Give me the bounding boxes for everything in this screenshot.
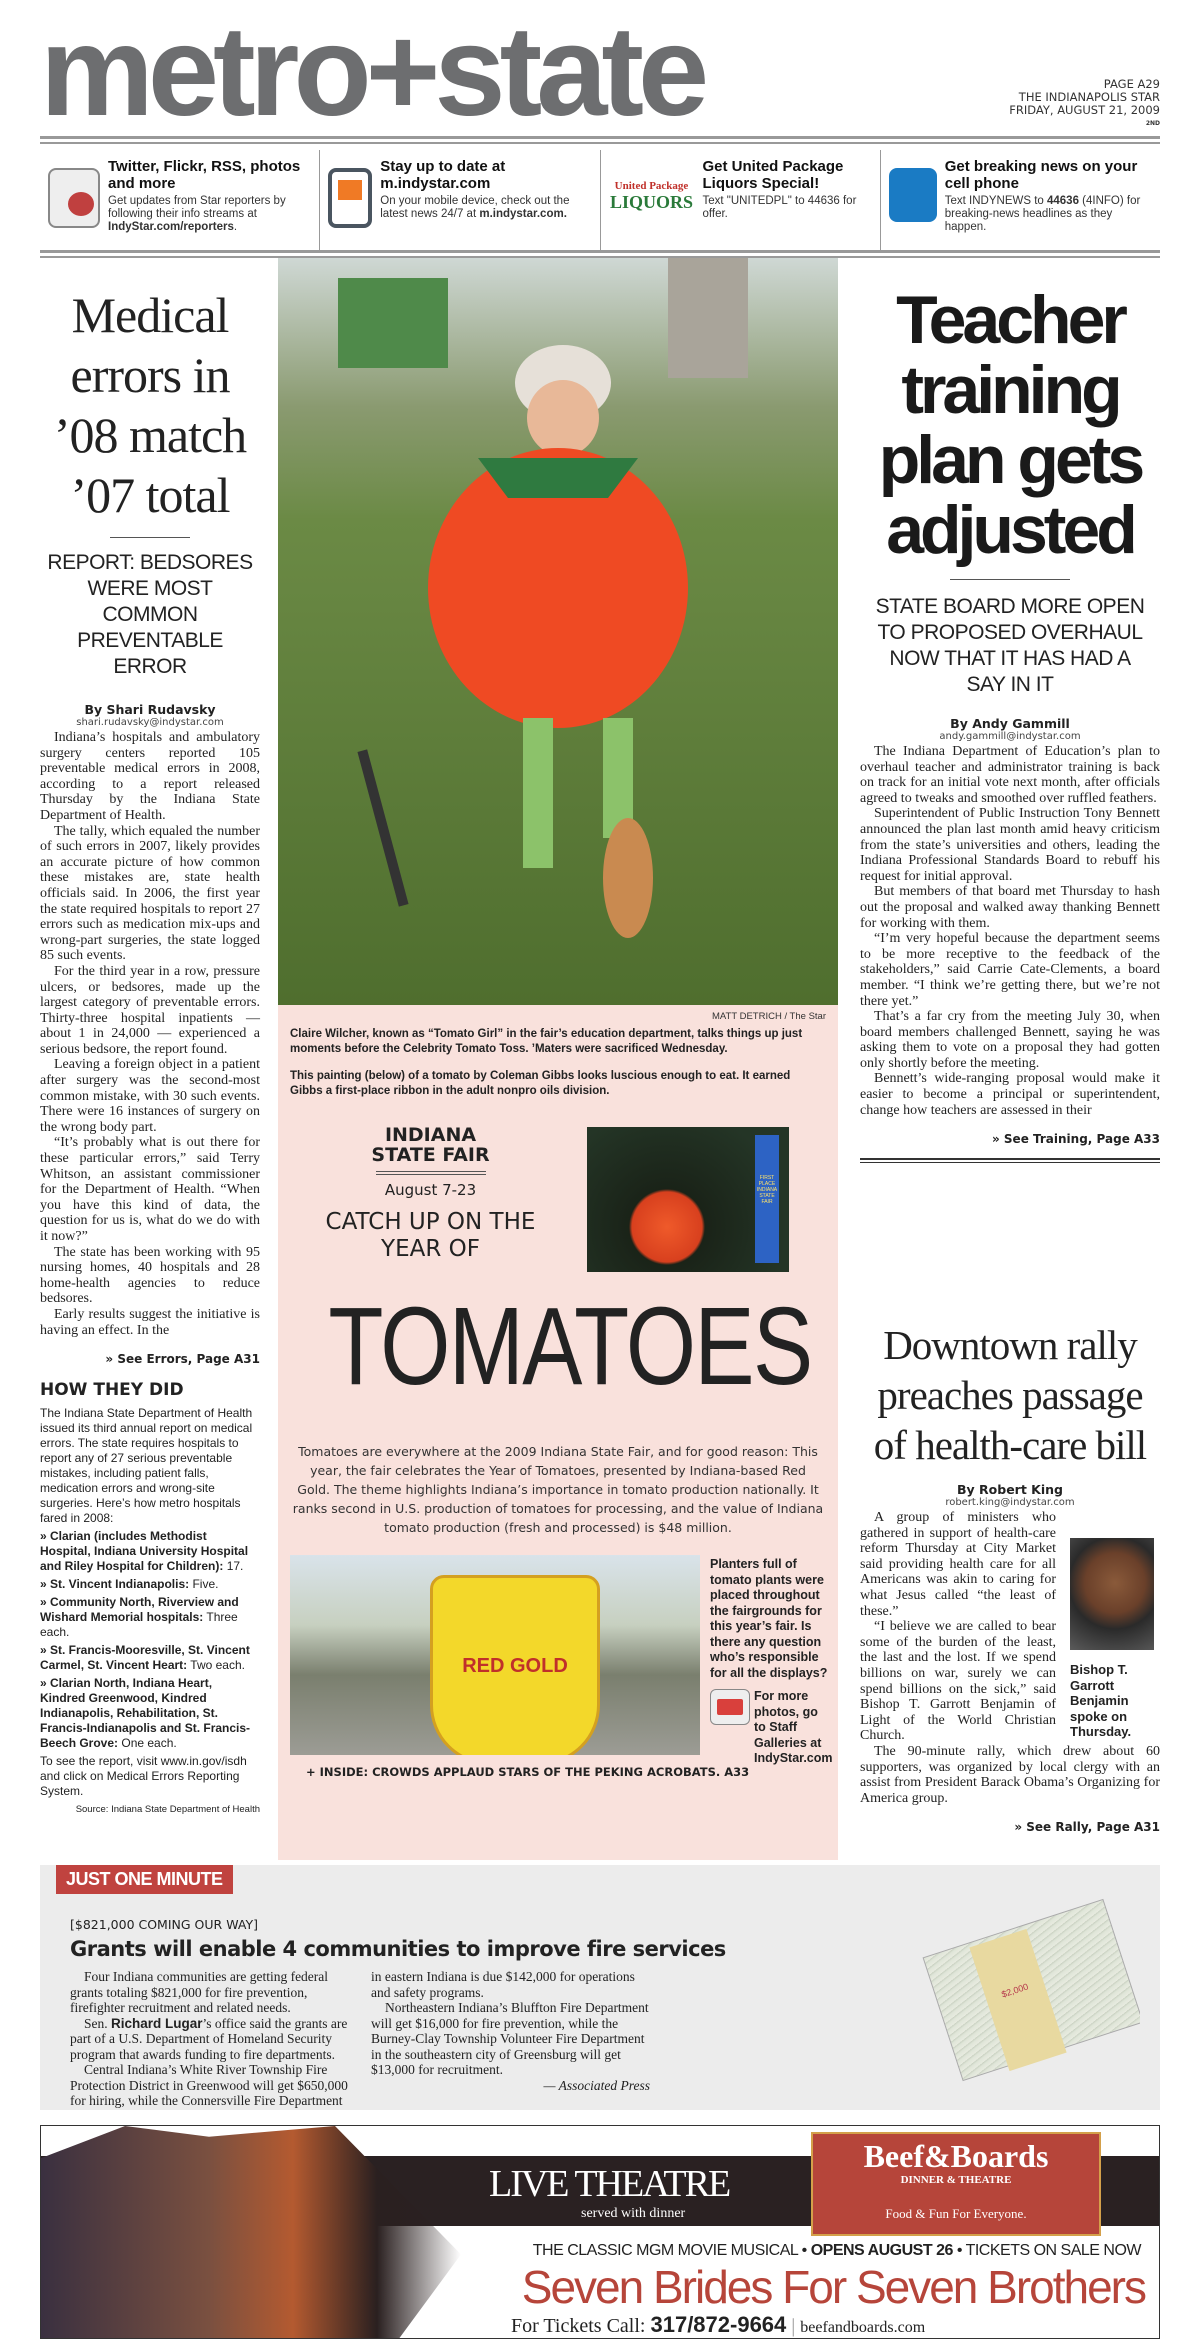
planter-photo[interactable]	[290, 1555, 700, 1755]
promo-text: On your mobile device, check out the latest news 24/7 at	[380, 195, 570, 220]
served-with-dinner: served with dinner	[581, 2206, 686, 2221]
promo-title: Get breaking news on your cell phone	[944, 158, 1138, 192]
issue-date: FRIDAY, AUGUST 21, 2009	[1009, 103, 1160, 117]
logo-text: United Package	[614, 180, 689, 192]
paragraph: The state has been working with 95 nursing homes, 40 hospitals and 28 home-health agencies to reduce bedsores.	[40, 1244, 260, 1307]
bishop-photo-block	[1070, 1538, 1160, 1740]
first-place-ribbon: FIRST PLACE INDIANA STATE FAIR	[755, 1135, 779, 1263]
headline[interactable]: Teacher training plan gets adjusted	[878, 282, 1142, 568]
paragraph: The Indiana Department of Education’s plan to overhaul teacher and administrator training is back on track for an initial vote next month, after officials agreed to tweaks and smoothed over ruffled feathers.	[860, 744, 1160, 806]
paragraph: Four Indiana communities are getting federal grants totaling $821,000 for fire prevention, firefighter recruitment and related needs.	[70, 1969, 329, 2015]
photo-caption: Bishop T. Garrott Benjamin spoke on Thursday.	[1070, 1662, 1132, 1739]
promo-liquors[interactable]	[601, 150, 881, 250]
website-link[interactable]: beefandboards.com	[800, 2319, 926, 2336]
author-email[interactable]: shari.rudavsky@indystar.com	[76, 717, 224, 728]
divider	[40, 250, 1160, 258]
hospital-item: » Community North, Riverview and Wishard Memorial hospitals: Three each.	[40, 1595, 239, 1640]
byline: By Shari Rudavsky	[84, 702, 216, 717]
wire-credit: — Associated Press	[543, 2077, 650, 2093]
tomato-painting[interactable]	[587, 1127, 789, 1272]
bishop-photo[interactable]	[1070, 1538, 1154, 1650]
divider	[40, 136, 1160, 144]
fair-logo	[298, 1125, 563, 1263]
beef-and-boards-ad[interactable]	[40, 2125, 1160, 2339]
paragraph: “I’m very hopeful because the department seems to be more receptive to the feedback of the stakeholders,” said Carrie Cate-Clements, a board member. “I think we’re getting there, but we’re not there yet.”	[860, 931, 1160, 1009]
hospital-item: » Clarian North, Indiana Heart, Kindred Greenwood, Kindred Indianapolis, Rehabilitation, St. Francis-Indianapolis and St. Francis-Beech Grove: One each.	[40, 1676, 251, 1751]
promo-link[interactable]: IndyStar.com/reporters	[108, 221, 234, 233]
logo-text: LIQUORS	[609, 192, 694, 212]
ad-info-line: THE CLASSIC MGM MOVIE MUSICAL • OPENS AUGUST 26 • TICKETS ON SALE NOW	[532, 2242, 1141, 2259]
author-email[interactable]: robert.king@indystar.com	[945, 1497, 1075, 1508]
photo-credit: MATT DETRICH / The Star	[711, 1011, 826, 1022]
paragraph: A group of ministers who gathered in support of health-care reform Thursday at City Market said providing health care for all Americans was akin to caring for what Jesus called “the least of these.”	[860, 1510, 1056, 1619]
call-label: For Tickets Call:	[511, 2315, 646, 2337]
source-credit: Source: Indiana State Department of Health	[75, 1804, 260, 1816]
promo-breaking-news[interactable]	[881, 150, 1160, 250]
jump-link[interactable]: » See Errors, Page A31	[105, 1352, 260, 1367]
paragraph: That’s a far cry from the meeting July 30, when board members challenged Bennett, saying he was asking them to vote on a proposal they had gotten only shortly before the meeting.	[860, 1009, 1160, 1071]
byline: By Robert King	[957, 1482, 1063, 1497]
promo-title: Stay up to date at m.indystar.com	[380, 158, 506, 192]
edition: 2ND	[1145, 120, 1160, 127]
paragraph: “I believe we are called to bear some of the burden of the least, the last and the lost. If we spend billions on war, surely we can spend billions on the sick,” said Bishop T. Garrott Benjamin of Light of the World Christian Church.	[860, 1619, 1056, 1744]
story-downtown-rally	[860, 1320, 1160, 1834]
feature-headline: TOMATOES	[328, 1285, 812, 1408]
jump-link[interactable]: » See Training, Page A33	[991, 1132, 1160, 1147]
tomatoes-feature-panel	[278, 1005, 838, 1860]
cell-phone-icon	[889, 168, 937, 222]
more-photos-link[interactable]	[710, 1689, 833, 1767]
paragraph: Superintendent of Public Instruction Tony Bennett announced the plan last month amid heavy criticism from the state’s universities and others, leading the Indiana Professional Standards Board to rebuff his request for initial approval.	[860, 806, 1160, 884]
hospital-item: » St. Vincent Indianapolis: Five.	[40, 1577, 219, 1592]
subhead: REPORT: BEDSORES WERE MOST COMMON PREVENTABLE ERROR	[47, 551, 253, 678]
paragraph: Central Indiana’s White River Township Fire Protection District in Greenwood will get $650,000 for hiring, while the Connersville Fire Department in eastern Indiana is due $142,000 for operations and safety programs.	[70, 1969, 635, 2108]
paragraph: Early results suggest the initiative is having an effect. In the	[40, 1306, 260, 1338]
money-photo	[908, 1885, 1140, 2105]
folio	[1009, 78, 1160, 130]
promo-link: 44636	[1047, 195, 1079, 207]
promo-text: Get updates from Star reporters by following their info streams at	[108, 195, 286, 220]
author-email[interactable]: andy.gammill@indystar.com	[939, 731, 1081, 742]
photos-link-text[interactable]: For more photos, go to Staff Galleries at IndyStar.com	[754, 1689, 833, 1765]
inside-teaser[interactable]: + INSIDE: CROWDS APPLAUD STARS OF THE PEKING ACROBATS. A33	[306, 1765, 750, 1779]
paragraph: The tally, which equaled the number of such errors in 2007, likely provides an accurate picture of how common these mistakes are, state health officials said. In 2006, the first year the state required hospitals to report 27 errors such as medication mix-ups and wrong-part surgeries, the state logged 85 such events.	[40, 823, 260, 964]
promo-social[interactable]	[40, 150, 320, 250]
promo-text: (4INFO) for breaking-news headlines as they happen.	[944, 195, 1141, 233]
paper-name: THE INDIANAPOLIS STAR	[1018, 90, 1160, 104]
phone-number[interactable]: 317/872-9664	[650, 2312, 787, 2337]
story-body	[860, 1510, 1160, 1806]
sidebar-title: HOW THEY DID	[40, 1380, 184, 1401]
how-they-did-box	[40, 1406, 260, 1817]
united-package-liquors-logo	[609, 180, 695, 242]
hospital-item: » Clarian (includes Methodist Hospital, Indiana University Hospital and Riley Hospital for Children): 17.	[40, 1529, 249, 1574]
ad-contact: For Tickets Call: 317/872-9664 | beefandboards.com	[511, 2312, 926, 2337]
promo-text: .	[233, 221, 238, 233]
mobile-device-icon	[328, 168, 372, 228]
story-medical-errors	[40, 285, 260, 1817]
promo-text: Text INDYNEWS to	[944, 195, 1047, 207]
fair-name: INDIANA STATE FAIR	[371, 1124, 490, 1166]
page-number: PAGE A29	[1103, 77, 1160, 91]
promo-mobile[interactable]	[320, 150, 600, 250]
show-title: Seven Brides For Seven Brothers	[521, 2261, 1145, 2313]
kicker: CATCH UP ON THE YEAR OF	[325, 1209, 536, 1262]
live-theatre-title: LIVE THEATRE	[489, 2163, 730, 2205]
photo-caption: Claire Wilcher, known as “Tomato Girl” in the fair’s education department, talks things up just moments before the Celebrity Tomato Toss. ’Maters were sacrificed Wednesday.	[290, 1028, 803, 1055]
paragraph: The 90-minute rally, which drew about 60 supporters, was organized by local clergy with an assist from President Barack Obama’s Organizing for America group.	[860, 1743, 1160, 1806]
byline: By Andy Gammill	[950, 716, 1070, 731]
promo-link[interactable]: m.indystar.com.	[479, 208, 567, 220]
story-body	[40, 730, 260, 1338]
feature-body: Tomatoes are everywhere at the 2009 Indiana State Fair, and for good reason: This year, the fair celebrates the Year of Tomatoes, presented by Indiana-based Red Gold. The theme highlights Indiana’s importance in tomato production nationally. It ranks second in U.S. production of tomatoes for processing, and the value of Indiana tomato production (fresh and processed) is $48 million.	[292, 1444, 824, 1535]
promo-text: Text "UNITEDPL" to 44636 for offer.	[702, 195, 857, 220]
sidebar-outro: To see the report, visit www.in.gov/isdh and click on Medical Errors Reporting System.	[40, 1754, 247, 1799]
planter-caption	[710, 1557, 833, 1767]
brand-name: Beef&Boards	[863, 2138, 1049, 2174]
story-teacher-training	[860, 282, 1160, 1163]
hospital-item: » St. Francis-Mooresville, St. Vincent Carmel, St. Vincent Heart: Two each.	[40, 1643, 250, 1673]
paragraph: Northeastern Indiana’s Bluffton Fire Department will get $16,000 for fire prevention, while the Burney-Clay Township Volunteer Fire Department in the southeastern city of Greensburg will get $13,000 for recruitment.	[371, 2000, 649, 2077]
fair-dates: August 7-23	[384, 1181, 477, 1199]
story-body	[70, 1969, 650, 2109]
divider	[110, 537, 190, 538]
paragraph: Bennett’s wide-ranging proposal would make it easier to become a principal or superintendent, change how teachers are assessed in their	[860, 1071, 1160, 1118]
tomato-girl-photo[interactable]	[278, 258, 838, 1005]
sidebar-intro: The Indiana State Department of Health issued its third annual report on medical errors. The state requires hospitals to report any of 27 serious preventable mistakes, including patient falls, medication errors and wrong-site surgeries. Here’s how metro hospitals fared in 2008:	[40, 1406, 253, 1526]
paragraph: “It’s probably what is out there for these particular errors,” said Terry Whitson, an assistant commissioner for the Department of Health. “When you have this kind of data, the question for us is, what do we do with it now?”	[40, 1135, 260, 1244]
section-label: JUST ONE MINUTE	[56, 1865, 233, 1894]
just-one-minute	[40, 1865, 1160, 2110]
kicker: [$821,000 COMING OUR WAY]	[70, 1917, 258, 1932]
speech-bubbles-icon	[48, 168, 100, 228]
paragraph: Sen. Richard Lugar’s office said the grants are part of a U.S. Department of Homeland Security program that awards funding to fire departments.	[70, 2015, 348, 2062]
headline[interactable]: Downtown rally preaches passage of health-care bill	[873, 1322, 1147, 1468]
paragraph: But members of that board met Thursday to hash out the proposal and walked away thanking Bennett for working with them.	[860, 884, 1160, 931]
beef-and-boards-logo	[811, 2132, 1101, 2236]
camera-icon	[710, 1689, 750, 1725]
promo-title: Twitter, Flickr, RSS, photos and more	[108, 158, 301, 192]
paragraph: Indiana’s hospitals and ambulatory surgery centers reported 105 preventable medical errors in 2008, according to a report released Thursday by the Indiana State Department of Health.	[40, 730, 260, 823]
tagline: Food & Fun For Everyone.	[885, 2206, 1027, 2221]
headline[interactable]: Grants will enable 4 communities to improve fire services	[70, 1937, 726, 1961]
paragraph: Leaving a foreign object in a patient after surgery was the second-most common mistake, with 30 such events. There were 16 instances of surgery on the wrong body part.	[40, 1057, 260, 1135]
promo-title: Get United Package Liquors Special!	[702, 158, 844, 192]
photo-image	[278, 258, 838, 1005]
brand-sub: DINNER & THEATRE	[900, 2174, 1012, 2186]
headline[interactable]: Medical errors in ’08 match ’07 total	[53, 287, 247, 523]
painting-caption: This painting (below) of a tomato by Coleman Gibbs looks luscious enough to eat. It earned Gibbs a first-place ribbon in the adult nonpro oils division.	[290, 1070, 791, 1097]
subhead: STATE BOARD MORE OPEN TO PROPOSED OVERHAUL NOW THAT IT HAS HAD A SAY IN IT	[875, 595, 1145, 696]
paragraph: For the third year in a row, pressure ulcers, or bedsores, made up the largest category of preventable errors. Thirty-three hospital inpatients — about 1 in 24,000 — experienced a serious bedsore, the report found.	[40, 963, 260, 1057]
section-masthead: metro+state	[40, 0, 704, 143]
promo-bar	[40, 150, 1160, 250]
planter-label: RED GOLD	[462, 1655, 568, 1677]
jump-link[interactable]: » See Rally, Page A31	[1014, 1820, 1160, 1835]
caption-text: Planters full of tomato plants were placed throughout the fairgrounds for this year’s fair. Is there any question who’s responsible for all the displays?	[710, 1557, 828, 1680]
story-body	[860, 744, 1160, 1118]
currency-band: $2,000	[969, 1929, 1066, 2071]
